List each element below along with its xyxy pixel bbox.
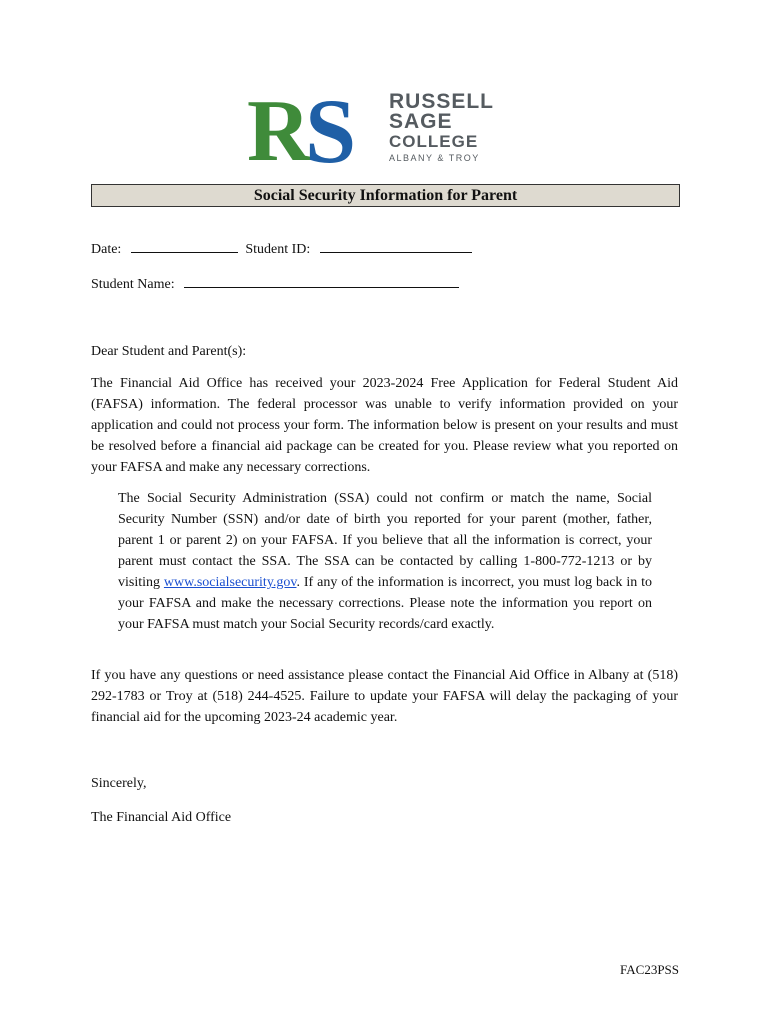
- logo-letter-s: S: [305, 88, 357, 168]
- ssa-text-1: The Social Security Administration (SSA) could not confirm or match the name, Social Security Number (SSN) and/or date of birth you reported for your parent (mother, father, parent 1 or parent 2) on your FAFSA. If you believe that all the information is correct, your parent must contact the SSA. The SSA can be contacted by calling 1-800-772-1213 or by visiting: [118, 491, 652, 590]
- student-id-label: Student ID:: [245, 242, 311, 257]
- ssa-website-link[interactable]: www.socialsecurity.gov: [163, 575, 297, 590]
- salutation: Dear Student and Parent(s):: [91, 344, 247, 359]
- logo-line-sage: SAGE: [389, 110, 453, 133]
- form-title: Social Security Information for Parent: [91, 184, 680, 207]
- college-logo: [247, 88, 537, 168]
- logo-line-location: ALBANY & TROY: [389, 153, 480, 163]
- date-label: Date:: [91, 242, 122, 257]
- logo-line-russell: RUSSELL: [389, 90, 495, 113]
- signature: The Financial Aid Office: [91, 810, 232, 825]
- date-field[interactable]: [131, 240, 238, 253]
- intro-paragraph: The Financial Aid Office has received your 2023-2024 Free Application for Federal Student Aid (FAFSA) information. The federal processor was unable to verify information provided on your application and could not process your form. The information below is present on your results and must be resolved before a financial aid package can be created for you. Please review what you reported on your FAFSA and make any necessary corrections.: [91, 376, 678, 475]
- student-name-label: Student Name:: [91, 277, 175, 292]
- student-name-field[interactable]: [184, 275, 459, 288]
- logo-wordmark: [389, 92, 494, 164]
- ssa-paragraph: [118, 488, 652, 635]
- student-name-row: [91, 275, 459, 293]
- contact-paragraph: If you have any questions or need assistance please contact the Financial Aid Office in Albany at (518) 292-1783 or Troy at (518) 244-4525. Failure to update your FAFSA will delay the packaging of your financial aid for the upcoming 2023-24 academic year.: [91, 668, 678, 725]
- logo-letter-r: R: [247, 88, 311, 168]
- rs-monogram: [247, 88, 387, 168]
- date-id-row: [91, 240, 472, 258]
- form-code: FAC23PSS: [620, 962, 680, 977]
- logo-line-college: COLLEGE: [389, 132, 479, 151]
- student-id-field[interactable]: [320, 240, 472, 253]
- ssa-text-2: . If any of the information is incorrect, you must log back in to your FAFSA and make the necessary corrections. Please note the information you report on your FAFSA must match your Social Security records/card exactly.: [118, 575, 653, 632]
- closing: Sincerely,: [91, 776, 147, 791]
